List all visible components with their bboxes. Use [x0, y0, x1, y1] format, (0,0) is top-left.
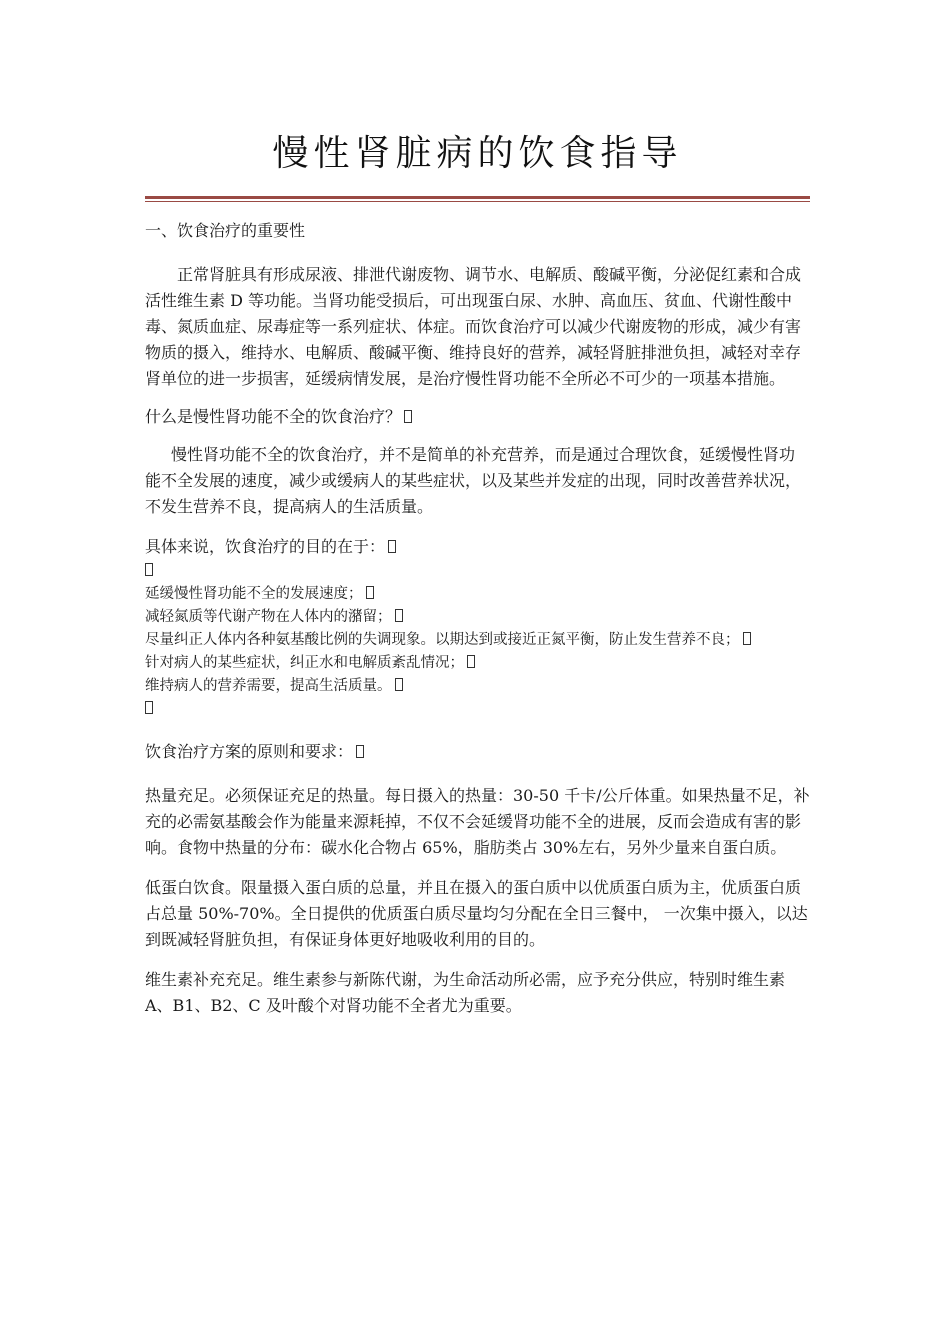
section-heading-what-is-text: 什么是慢性肾功能不全的饮食治疗？: [145, 407, 402, 426]
missing-glyph-icon: [356, 745, 364, 758]
section-heading-principles-text: 饮食治疗方案的原则和要求：: [145, 742, 354, 761]
paragraph-importance: 正常肾脏具有形成尿液、排泄代谢废物、调节水、电解质、酸碱平衡，分泌促红素和合成活性维生素 D 等功能。当肾功能受损后，可出现蛋白尿、水肿、高血压、贫血、代谢性酸中毒、氮质血症、尿毒症等一系列症状、体症。而饮食治疗可以减少代谢废物的形成，减少有害物质的摄入，维持水、电解质、酸碱平衡、维持良好的营养，减轻肾脏排泄负担，减轻对幸存肾单位的进一步损害，延缓病情发展，是治疗慢性肾功能不全所必不可少的一项基本措施。: [145, 265, 802, 388]
document-title: 慢性肾脏病的饮食指导: [272, 133, 683, 174]
list-item-text: 减轻氮质等代谢产物在人体内的潴留；: [145, 609, 392, 625]
paragraph-energy: 热量充足。必须保证充足的热量。每日摄入的热量：30-50 千卡/公斤体重。如果热量不足，补充的必需氨基酸会作为能量来源耗掉，不仅不会延缓肾功能不全的进展，反而会造成有害的影响。食物中热量的分布：碳水化合物占 65%，脂肪类占 30%左右，另外少量来自蛋白质。: [145, 786, 810, 857]
missing-glyph-icon: [145, 563, 153, 576]
paragraph-low-protein: 低蛋白饮食。限量摄入蛋白质的总量，并且在摄入的蛋白质中以优质蛋白质为主，优质蛋白质占总量 50%-70%。全日提供的优质蛋白质尽量均匀分配在全日三餐中， 一次集中摄入，以达到既减轻肾脏负担，有保证身体更好地吸收利用的目的。: [145, 878, 808, 949]
list-item-text: 延缓慢性肾功能不全的发展速度；: [145, 586, 363, 602]
missing-glyph-icon: [388, 540, 396, 553]
missing-glyph-icon: [404, 410, 412, 423]
paragraph-vitamins: 维生素补充充足。维生素参与新陈代谢，为生命活动所必需，应予充分供应，特别时维生素 A、B1、B2、C 及叶酸个对肾功能不全者尤为重要。: [145, 970, 786, 1015]
list-item: [145, 606, 810, 629]
title-rule-thick: [145, 196, 810, 199]
list-item-text: 尽量纠正人体内各种氨基酸比例的失调现象。以期达到或接近正氮平衡，防止发生营养不良；: [145, 632, 740, 648]
section-heading-principles: [145, 739, 810, 765]
missing-glyph-icon: [366, 586, 374, 599]
section-heading-goals-text: 具体来说，饮食治疗的目的在于：: [145, 537, 386, 556]
missing-glyph-icon: [743, 632, 751, 645]
missing-glyph-icon: [395, 609, 403, 622]
title-rule-thin: [145, 201, 810, 202]
missing-glyph-icon: [467, 655, 475, 668]
list-item: [145, 652, 810, 675]
list-item: [145, 675, 810, 698]
missing-glyph-icon: [395, 678, 403, 691]
missing-glyph-icon: [145, 701, 153, 714]
goals-list: [145, 560, 810, 721]
blank-line: [145, 698, 810, 721]
section-heading-what-is: [145, 404, 810, 430]
paragraph-what-is: 慢性肾功能不全的饮食治疗，并不是简单的补充营养，而是通过合理饮食，延缓慢性肾功能不全发展的速度，减少或缓病人的某些症状，以及某些并发症的出现，同时改善营养状况，不发生营养不良，提高病人的生活质量。: [145, 445, 802, 516]
list-item: [145, 629, 810, 652]
list-item: [145, 583, 810, 606]
blank-line: [145, 560, 810, 583]
list-item-text: 维持病人的营养需要，提高生活质量。: [145, 678, 392, 694]
document-body: [145, 218, 810, 1019]
section-heading-importance: 一、饮食治疗的重要性: [145, 221, 306, 240]
section-heading-goals: [145, 534, 810, 560]
list-item-text: 针对病人的某些症状，纠正水和电解质紊乱情况；: [145, 655, 464, 671]
